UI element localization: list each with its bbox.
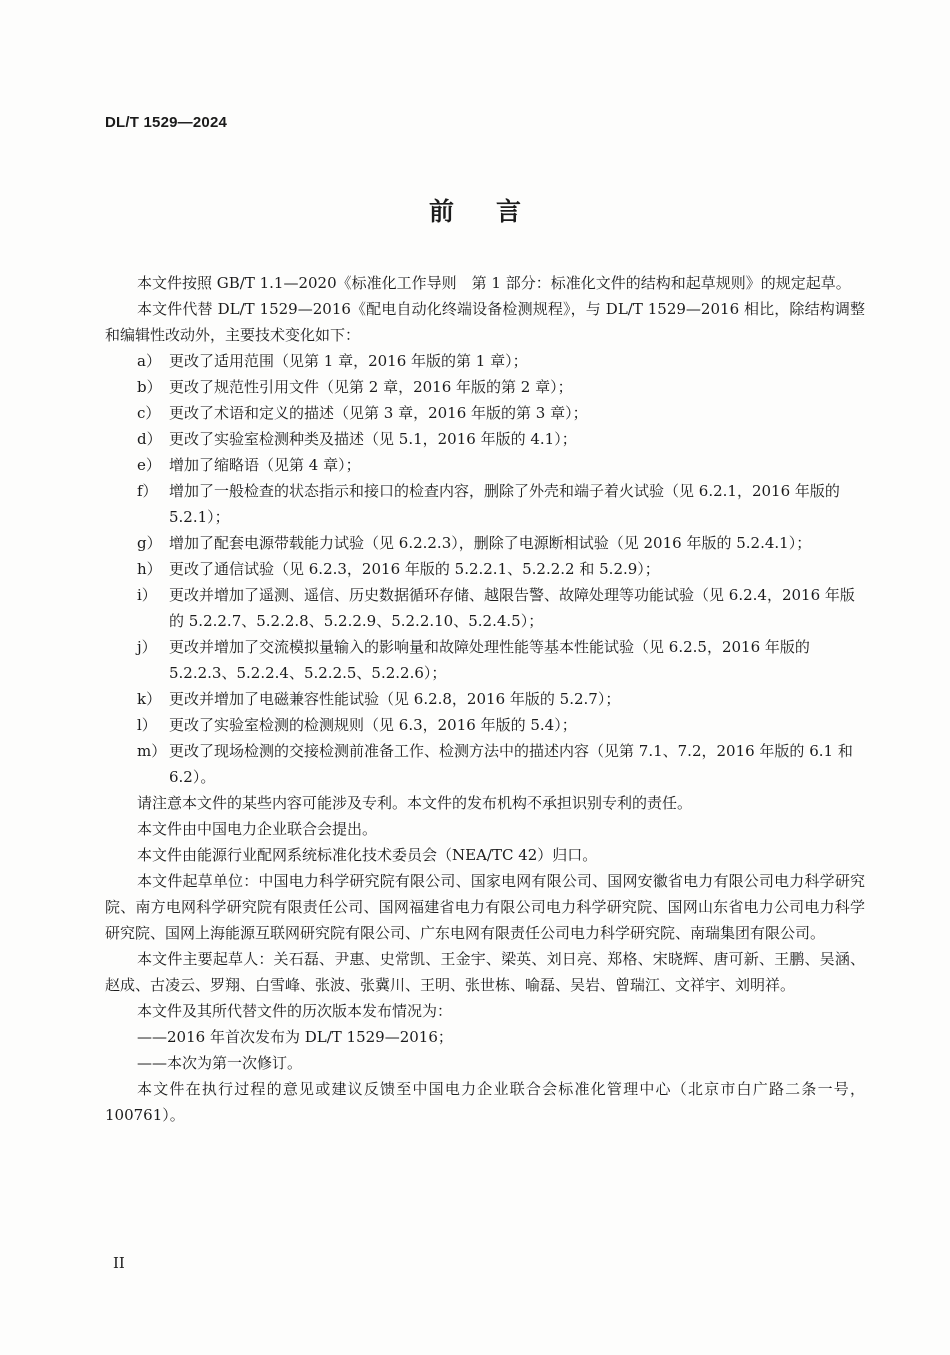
list-label: g） — [137, 534, 162, 552]
list-text: 增加了配套电源带载能力试验（见 6.2.2.3），删除了电源断相试验（见 2016 年版的 5.2.4.1）； — [169, 534, 812, 552]
committee-paragraph: 本文件由能源行业配网系统标准化技术委员会（NEA/TC 42）归口。 — [137, 846, 598, 864]
list-label: a） — [137, 352, 161, 370]
doc-number: DL/T 1529—2024 — [105, 114, 228, 131]
list-text: 更改了实验室检测的检测规则（见 6.3，2016 年版的 5.4）； — [169, 716, 577, 734]
list-item — [105, 452, 865, 478]
list-label: h） — [137, 560, 162, 578]
list-label: k） — [137, 690, 162, 708]
foreword-body — [105, 270, 865, 1128]
list-text: 更改并增加了电磁兼容性能试验（见 6.2.8，2016 年版的 5.2.7）； — [169, 690, 621, 708]
proposer-paragraph: 本文件由中国电力企业联合会提出。 — [137, 820, 378, 838]
list-item — [105, 738, 865, 790]
page-number: II — [113, 1254, 125, 1272]
history-item: ——本次为第一次修订。 — [137, 1054, 303, 1072]
intro-paragraph: 本文件按照 GB/T 1.1—2020《标准化工作导则 第 1 部分：标准化文件的结构和起草规则》的规定起草。 — [137, 274, 851, 292]
list-item — [105, 478, 865, 530]
list-label: e） — [137, 456, 161, 474]
list-item — [105, 348, 865, 374]
list-text: 更改了现场检测的交接检测前准备工作、检测方法中的描述内容（见第 7.1、7.2，2016 年版的 6.1 和 6.2）。 — [169, 742, 853, 786]
list-label: b） — [137, 378, 162, 396]
list-label: f） — [137, 482, 158, 500]
list-text: 更改了术语和定义的描述（见第 3 章，2016 年版的第 3 章）； — [169, 404, 588, 422]
list-item — [105, 374, 865, 400]
list-label: l） — [137, 716, 157, 734]
list-label: i） — [137, 586, 157, 604]
page-title: 前言 — [428, 197, 563, 226]
feedback-paragraph: 本文件在执行过程的意见或建议反馈至中国电力企业联合会标准化管理中心（北京市白广路二条一号，100761）。 — [105, 1080, 865, 1124]
list-item — [105, 400, 865, 426]
list-text: 更改了规范性引用文件（见第 2 章，2016 年版的第 2 章）； — [169, 378, 573, 396]
history-intro: 本文件及其所代替文件的历次版本发布情况为： — [137, 1002, 453, 1020]
intro-paragraph: 本文件代替 DL/T 1529—2016《配电自动化终端设备检测规程》，与 DL/T 1529—2016 相比，除结构调整和编辑性改动外，主要技术变化如下： — [105, 300, 865, 344]
drafting-units-paragraph: 本文件起草单位：中国电力科学研究院有限公司、国家电网有限公司、国网安徽省电力有限公司电力科学研究院、南方电网科学研究院有限责任公司、国网福建省电力有限公司电力科学研究院、国网山东省电力公司电力科学研究院、国网上海能源互联网研究院有限公司、广东电网有限责任公司电力科学研究院、南瑞集团有限公司。 — [105, 872, 865, 942]
list-item — [105, 426, 865, 452]
list-item — [105, 556, 865, 582]
patent-notice: 请注意本文件的某些内容可能涉及专利。本文件的发布机构不承担识别专利的责任。 — [137, 794, 693, 812]
list-item — [105, 582, 865, 634]
list-text: 更改并增加了交流模拟量输入的影响量和故障处理性能等基本性能试验（见 6.2.5，2016 年版的 5.2.2.3、5.2.2.4、5.2.2.5、5.2.2.6）； — [169, 638, 810, 682]
list-item — [105, 530, 865, 556]
list-label: d） — [137, 430, 162, 448]
list-text: 更改了通信试验（见 6.2.3，2016 年版的 5.2.2.1、5.2.2.2 和 5.2.9）； — [169, 560, 660, 578]
list-label: j） — [137, 638, 157, 656]
list-text: 增加了一般检查的状态指示和接口的检查内容，删除了外壳和端子着火试验（见 6.2.1，2016 年版的 5.2.1）； — [169, 482, 840, 526]
list-item — [105, 634, 865, 686]
history-item: ——2016 年首次发布为 DL/T 1529—2016； — [137, 1028, 453, 1046]
drafters-paragraph: 本文件主要起草人：关石磊、尹惠、史常凯、王金宇、梁英、刘日亮、郑格、宋晓辉、唐可新、王鹏、吴涵、赵成、古凌云、罗翔、白雪峰、张波、张冀川、王明、张世栋、喻磊、吴岩、曾瑞江、文祥宇、刘明祥。 — [105, 950, 865, 994]
list-item — [105, 686, 865, 712]
list-label: c） — [137, 404, 161, 422]
list-text: 更改了实验室检测种类及描述（见 5.1，2016 年版的 4.1）； — [169, 430, 577, 448]
list-text: 更改并增加了遥测、遥信、历史数据循环存储、越限告警、故障处理等功能试验（见 6.2.4，2016 年版的 5.2.2.7、5.2.2.8、5.2.2.9、5.2.2.10、5.2.4.5）； — [169, 586, 855, 630]
list-text: 增加了缩略语（见第 4 章）； — [169, 456, 361, 474]
list-item — [105, 712, 865, 738]
list-label: m） — [137, 742, 167, 760]
list-text: 更改了适用范围（见第 1 章，2016 年版的第 1 章）； — [169, 352, 528, 370]
